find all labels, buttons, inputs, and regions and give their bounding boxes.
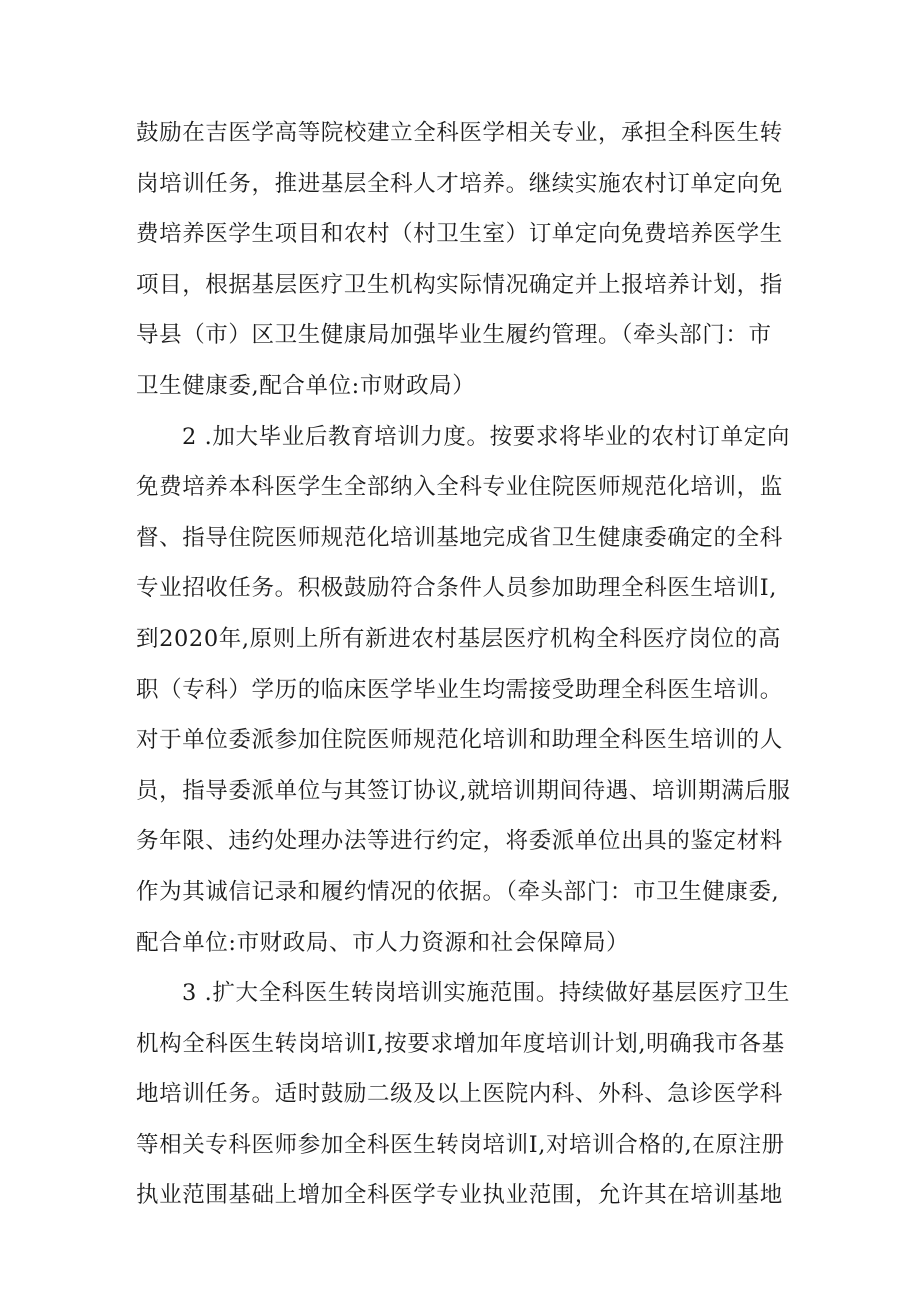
paragraph-line: 等相关专科医师参加全科医生转岗培训I,对培训合格的,在原注册	[136, 1131, 785, 1158]
paragraph-line: 鼓励在吉医学高等院校建立全科医学相关专业，承担全科医生转	[136, 120, 783, 146]
paragraph-line: 员，指导委派单位与其签订协议,就培训期间待遇、培训期满后服	[136, 777, 791, 804]
paragraph-line: 岗培训任务，推进基层全科人才培养。继续实施农村订单定向免	[136, 170, 783, 197]
paragraph-line: 费培养医学生项目和农村（村卫生室）订单定向免费培养医学生	[136, 221, 783, 248]
paragraph-line: 执业范围基础上增加全科医学专业执业范围，允许其在培训基地	[136, 1182, 783, 1209]
paragraph-line: 督、指导住院医师规范化培训基地完成省卫生健康委确定的全科	[136, 524, 783, 551]
paragraph-line: 机构全科医生转岗培训I,按要求增加年度培训计划,明确我市各基	[136, 1030, 785, 1057]
paragraph-line: 作为其诚信记录和履约情况的依据。（牵头部门：市卫生健康委,	[136, 878, 780, 905]
paragraph-line: 项目，根据基层医疗卫生机构实际情况确定并上报培养计划，指	[136, 271, 783, 298]
paragraph-line: 卫生健康委,配合单位:市财政局）	[136, 372, 476, 399]
paragraph-line: 免费培养本科医学生全部纳入全科专业住院医师规范化培训，监	[136, 474, 783, 501]
paragraph-line: 配合单位:市财政局、市人力资源和社会保障局）	[136, 929, 630, 956]
document-body	[136, 108, 796, 1221]
paragraph-line: 务年限、违约处理办法等进行约定，将委派单位出具的鉴定材料	[136, 828, 783, 855]
paragraph-line: 专业招收任务。积极鼓励符合条件人员参加助理全科医生培训I,	[136, 575, 777, 602]
paragraph-line: 对于单位委派参加住院医师规范化培训和助理全科医生培训的人	[136, 727, 783, 754]
paragraph-line: 2 .加大毕业后教育培训力度。按要求将毕业的农村订单定向	[182, 423, 790, 450]
paragraph-line: 地培训任务。适时鼓励二级及以上医院内科、外科、急诊医学科	[136, 1081, 783, 1108]
paragraph-line: 到2020年,原则上所有新进农村基层医疗机构全科医疗岗位的高	[136, 625, 781, 652]
paragraph-line: 3 .扩大全科医生转岗培训实施范围。持续做好基层医疗卫生	[182, 980, 790, 1007]
paragraph-line: 导县（市）区卫生健康局加强毕业生履约管理。（牵头部门：市	[136, 322, 772, 349]
paragraph-line: 职（专科）学历的临床医学毕业生均需接受助理全科医生培训。	[136, 676, 783, 703]
